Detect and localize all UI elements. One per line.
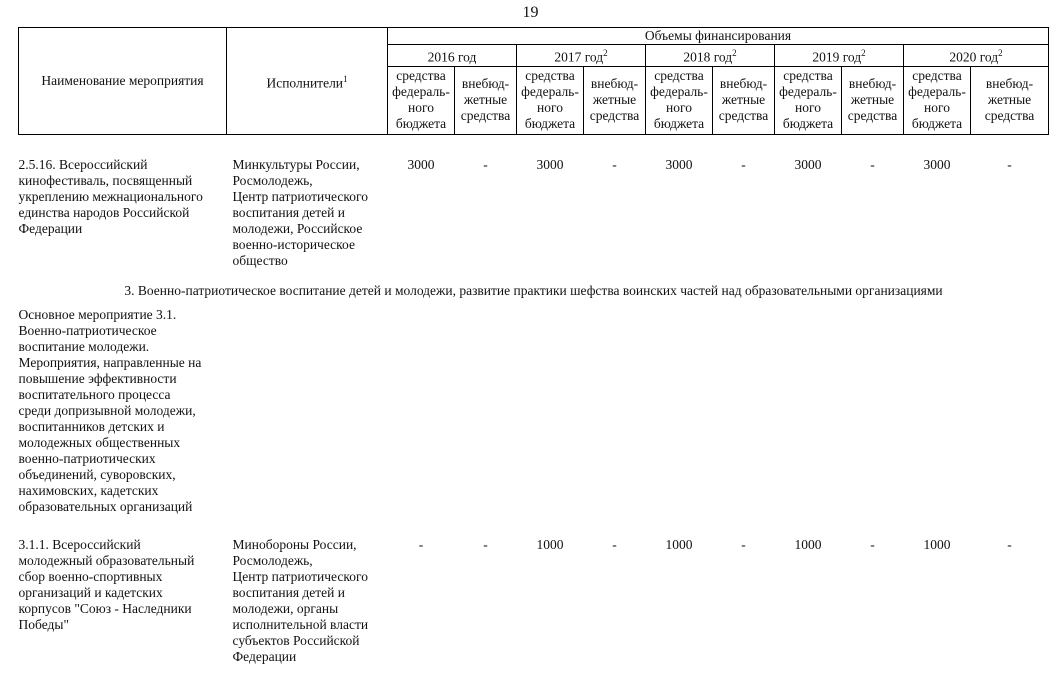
- header-federal-budget: средства федераль- ного бюджета: [646, 66, 713, 134]
- table-header: [19, 28, 1049, 135]
- extra-budget-value: -: [741, 156, 746, 172]
- federal-budget-value: [646, 307, 713, 523]
- extra-budget-value: [971, 307, 1049, 523]
- header-extra-budget: внебюд- жетные средства: [584, 66, 646, 134]
- executors: Минкультуры России, Росмолодежь, Центр патриотического воспитания детей и молодежи, Российское военно-историческое общество: [232, 156, 368, 268]
- header-extra-budget: внебюд- жетные средства: [842, 66, 904, 134]
- extra-budget-value: -: [870, 156, 875, 172]
- extra-budget-value: -: [612, 536, 617, 552]
- section-title: 3. Военно-патриотическое воспитание детей и молодежи, развитие практики шефства воинских частей над образовательными организациями: [124, 282, 943, 298]
- header-year-1: 2017 год$^2$: [517, 45, 646, 67]
- header-year-2: 2018 год$^2$: [646, 45, 775, 67]
- extra-budget-value: [713, 307, 775, 523]
- header-federal-budget: средства федераль- ного бюджета: [904, 66, 971, 134]
- federal-budget-value: 1000: [794, 536, 822, 552]
- extra-budget-value: -: [483, 156, 488, 172]
- extra-budget-value: [455, 307, 517, 523]
- header-year-3: 2019 год$^2$: [775, 45, 904, 67]
- federal-budget-value: 3000: [536, 156, 564, 172]
- extra-budget-value: -: [612, 156, 617, 172]
- table-row: [19, 134, 1049, 269]
- activity-name: Основное мероприятие 3.1. Военно-патриотическое воспитание молодежи. Мероприятия, направленные на повышение эффективности воспитательного процесса среди допризывной молодежи, воспитанников детских и молодежных общественных военно-патриотических объединений, суворовских, нахимовских, кадетских образовательных организаций: [18, 306, 202, 514]
- executors: [227, 307, 388, 523]
- header-extra-budget: внебюд- жетные средства: [713, 66, 775, 134]
- header-year-0: 2016 год: [388, 45, 517, 67]
- table-row: [19, 523, 1049, 665]
- header-federal-budget: средства федераль- ного бюджета: [775, 66, 842, 134]
- federal-budget-value: 3000: [923, 156, 951, 172]
- federal-budget-value: 3000: [794, 156, 822, 172]
- header-federal-budget: средства федераль- ного бюджета: [517, 66, 584, 134]
- extra-budget-value: -: [741, 536, 746, 552]
- extra-budget-value: -: [1007, 536, 1012, 552]
- federal-budget-value: -: [418, 536, 424, 552]
- activity-name: 2.5.16. Всероссийский кинофестиваль, посвященный укреплению межнационального единства народов Российской Федерации: [18, 156, 203, 236]
- header-name-column: Наименование мероприятия: [19, 28, 227, 135]
- header-executors-column: Исполнители$^1$: [227, 28, 388, 135]
- header-year-4: 2020 год$^2$: [904, 45, 1049, 67]
- extra-budget-value: [842, 307, 904, 523]
- table-body: [19, 134, 1049, 665]
- federal-budget-value: [388, 307, 455, 523]
- activity-name: 3.1.1. Всероссийский молодежный образовательный сбор военно-спортивных организаций и кадетских корпусов "Союз - Наследники Победы": [18, 536, 195, 632]
- federal-budget-value: 1000: [923, 536, 951, 552]
- extra-budget-value: -: [483, 536, 488, 552]
- funding-table: [18, 27, 1049, 665]
- extra-budget-value: -: [870, 536, 875, 552]
- executors: Минобороны России, Росмолодежь, Центр патриотического воспитания детей и молодежи, органы исполнительной власти субъектов Российской Федерации: [232, 536, 369, 664]
- federal-budget-value: 3000: [665, 156, 693, 172]
- federal-budget-value: 3000: [407, 156, 435, 172]
- extra-budget-value: [584, 307, 646, 523]
- federal-budget-value: [775, 307, 842, 523]
- table-row: [19, 307, 1049, 523]
- header-federal-budget: средства федераль- ного бюджета: [388, 66, 455, 134]
- header-extra-budget: внебюд- жетные средства: [455, 66, 517, 134]
- federal-budget-value: [904, 307, 971, 523]
- federal-budget-value: 1000: [536, 536, 564, 552]
- federal-budget-value: [517, 307, 584, 523]
- federal-budget-value: 1000: [665, 536, 693, 552]
- header-funding-title: Объемы финансирования: [388, 28, 1049, 45]
- header-extra-budget: внебюд- жетные средства: [971, 66, 1049, 134]
- section-row: [19, 269, 1049, 307]
- page-number: 19: [522, 4, 539, 21]
- extra-budget-value: -: [1007, 156, 1012, 172]
